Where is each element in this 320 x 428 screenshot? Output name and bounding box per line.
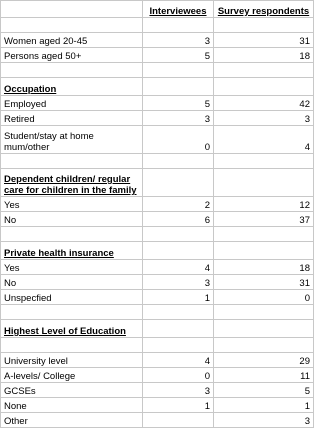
survey-respondents-cell[interactable]: 5 [214,383,314,398]
table-row [1,63,314,78]
table-row [1,320,314,338]
survey-respondents-cell[interactable] [214,227,314,242]
interviewees-cell[interactable]: 4 [143,353,214,368]
label-cell[interactable]: None [1,398,143,413]
interviewees-cell[interactable]: 6 [143,212,214,227]
section-heading-cell[interactable]: Occupation [1,78,143,96]
label-cell[interactable]: Yes [1,260,143,275]
label-cell[interactable]: A-levels/ College [1,368,143,383]
table-row [1,338,314,353]
label-cell[interactable] [1,18,143,33]
table-row [1,398,314,413]
table-row [1,353,314,368]
survey-respondents-cell[interactable]: 12 [214,197,314,212]
interviewees-cell[interactable]: 5 [143,96,214,111]
interviewees-cell[interactable] [143,18,214,33]
interviewees-cell[interactable] [143,169,214,197]
header-survey-respondents[interactable]: Survey respondents [214,1,314,18]
survey-respondents-cell[interactable]: 42 [214,96,314,111]
survey-respondents-cell[interactable] [214,18,314,33]
survey-respondents-cell[interactable]: 3 [214,111,314,126]
survey-respondents-cell[interactable] [214,63,314,78]
label-cell[interactable] [1,305,143,320]
label-cell[interactable]: Persons aged 50+ [1,48,143,63]
label-cell[interactable]: Retired [1,111,143,126]
survey-respondents-cell[interactable]: 4 [214,126,314,154]
table-row [1,242,314,260]
interviewees-cell[interactable]: 3 [143,383,214,398]
interviewees-cell[interactable]: 2 [143,197,214,212]
interviewees-cell[interactable] [143,154,214,169]
table-row [1,33,314,48]
survey-respondents-cell[interactable]: 1 [214,398,314,413]
survey-respondents-cell[interactable] [214,305,314,320]
interviewees-cell[interactable] [143,242,214,260]
interviewees-cell[interactable] [143,227,214,242]
label-cell[interactable]: Other [1,413,143,428]
table-row [1,78,314,96]
survey-respondents-cell[interactable]: 31 [214,275,314,290]
interviewees-cell[interactable]: 0 [143,368,214,383]
survey-respondents-cell[interactable] [214,169,314,197]
label-cell[interactable]: Yes [1,197,143,212]
survey-respondents-cell[interactable]: 18 [214,48,314,63]
label-cell[interactable]: Unspecfied [1,290,143,305]
label-cell[interactable]: University level [1,353,143,368]
table-row [1,368,314,383]
header-interviewees[interactable]: Interviewees [143,1,214,18]
survey-respondents-cell[interactable]: 18 [214,260,314,275]
label-cell[interactable] [1,338,143,353]
table-row [1,111,314,126]
interviewees-cell[interactable] [143,320,214,338]
table-row [1,48,314,63]
label-cell[interactable] [1,63,143,78]
interviewees-cell[interactable] [143,63,214,78]
label-cell[interactable] [1,227,143,242]
interviewees-cell[interactable]: 4 [143,260,214,275]
section-heading-cell[interactable]: Private health insurance [1,242,143,260]
interviewees-cell[interactable] [143,305,214,320]
label-cell[interactable]: GCSEs [1,383,143,398]
table-row [1,126,314,154]
interviewees-cell[interactable] [143,338,214,353]
label-cell[interactable]: Employed [1,96,143,111]
section-heading-cell[interactable]: Highest Level of Education [1,320,143,338]
header-cell-empty[interactable] [1,1,143,18]
interviewees-cell[interactable]: 1 [143,290,214,305]
table-row [1,169,314,197]
table-row [1,260,314,275]
survey-respondents-cell[interactable] [214,338,314,353]
label-cell[interactable] [1,154,143,169]
interviewees-cell[interactable]: 1 [143,398,214,413]
survey-respondents-cell[interactable] [214,242,314,260]
survey-respondents-cell[interactable]: 11 [214,368,314,383]
table-row [1,212,314,227]
survey-respondents-cell[interactable]: 31 [214,33,314,48]
table-row [1,383,314,398]
header-row [1,1,314,18]
table-row [1,413,314,428]
label-cell[interactable]: Student/stay at home mum/other [1,126,143,154]
table-row [1,18,314,33]
interviewees-cell[interactable]: 3 [143,111,214,126]
table-row [1,305,314,320]
survey-respondents-cell[interactable]: 0 [214,290,314,305]
table-row [1,154,314,169]
table-row [1,197,314,212]
interviewees-cell[interactable] [143,78,214,96]
section-heading-cell[interactable]: Dependent children/ regular care for children in the family [1,169,143,197]
survey-respondents-cell[interactable]: 3 [214,413,314,428]
label-cell[interactable]: Women aged 20-45 [1,33,143,48]
survey-respondents-cell[interactable]: 37 [214,212,314,227]
interviewees-cell[interactable]: 5 [143,48,214,63]
survey-respondents-cell[interactable] [214,320,314,338]
survey-respondents-cell[interactable] [214,78,314,96]
interviewees-cell[interactable] [143,413,214,428]
survey-respondents-cell[interactable] [214,154,314,169]
interviewees-cell[interactable]: 3 [143,33,214,48]
survey-respondents-cell[interactable]: 29 [214,353,314,368]
label-cell[interactable]: No [1,275,143,290]
interviewees-cell[interactable]: 3 [143,275,214,290]
table-row [1,96,314,111]
interviewees-cell[interactable]: 0 [143,126,214,154]
table-row [1,227,314,242]
table-row [1,290,314,305]
table-row [1,275,314,290]
label-cell[interactable]: No [1,212,143,227]
